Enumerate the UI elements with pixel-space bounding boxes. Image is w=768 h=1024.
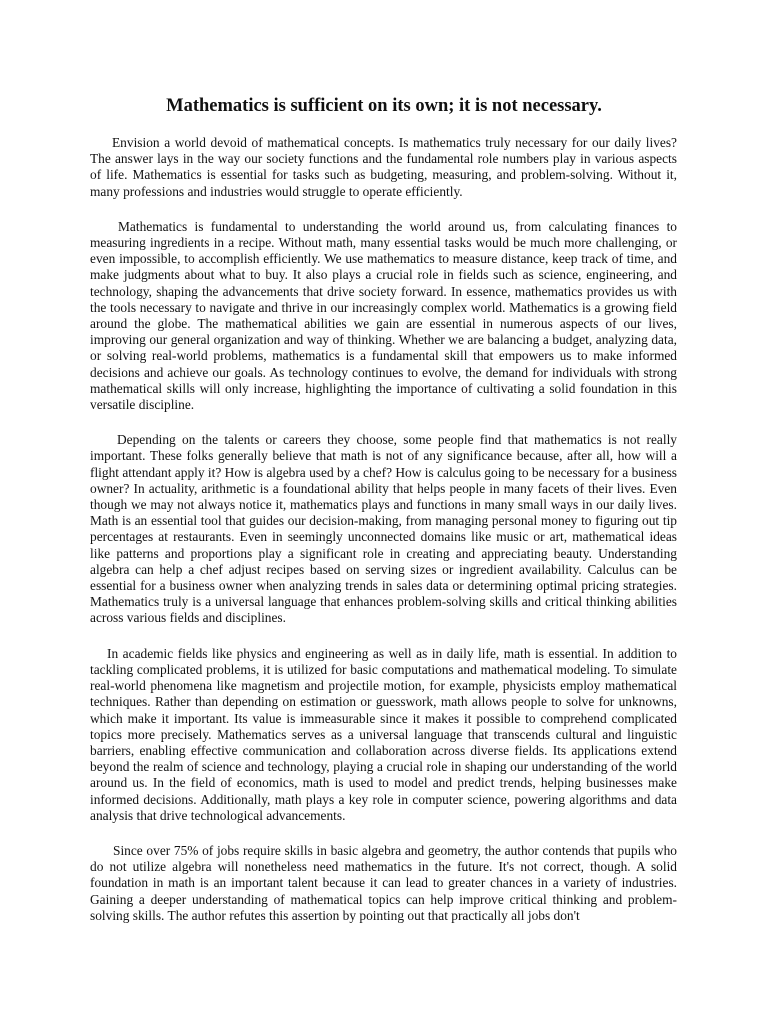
document-body xyxy=(90,135,677,943)
paragraph-4: In academic fields like physics and engineering as well as in daily life, math is essential. In addition to tackling complicated problems, it is utilized for basic computations and mathematical modeling. To simulate real-world phenomena like magnetism and projectile motion, for example, physicists employ mathematical techniques. Rather than depending on estimation or guesswork, math allows people to solve for unknowns, which make it important. Its value is immeasurable since it makes it possible to comprehend complicated topics more precisely. Mathematics serves as a universal language that transcends cultural and linguistic barriers, enabling effective communication and collaboration across diverse fields. Its applications extend beyond the realm of science and technology, playing a crucial role in shaping our understanding of the world around us. In the field of economics, math is used to model and predict trends, helping businesses make informed decisions. Additionally, math plays a key role in computer science, powering algorithms and data analysis that drive technological advancements. xyxy=(90,645,677,823)
paragraph-1: Envision a world devoid of mathematical concepts. Is mathematics truly necessary for our daily lives? The answer lays in the way our society functions and the fundamental role numbers play in various aspects of life. Mathematics is essential for tasks such as budgeting, measuring, and problem-solving. Without it, many professions and industries would struggle to operate efficiently. xyxy=(90,135,677,199)
paragraph-3: Depending on the talents or careers they choose, some people find that mathematics is not really important. These folks generally believe that math is not of any significance because, after all, how will a flight attendant apply it? How is algebra used by a chef? How is calculus going to be necessary for a business owner? In actuality, arithmetic is a foundational ability that helps people in many facets of their lives. Even though we may not always notice it, mathematics plays and functions in many small ways in our daily lives. Math is an essential tool that guides our decision-making, from managing personal money to figuring out tip percentages at restaurants. Even in seemingly unconnected domains like music or art, mathematical ideas like patterns and proportions play a significant role in creating and appreciating beauty. Understanding algebra can help a chef adjust recipes based on serving sizes or ingredient availability. Calculus can be essential for a business owner when analyzing trends in sales data or determining optimal pricing strategies. Mathematics truly is a universal language that enhances problem-solving skills and critical thinking abilities across various fields and disciplines. xyxy=(90,432,677,626)
document-title: Mathematics is sufficient on its own; it is not necessary. xyxy=(166,96,602,116)
paragraph-2: Mathematics is fundamental to understanding the world around us, from calculating finances to measuring ingredients in a recipe. Without math, many essential tasks would be much more challenging, or even impossible, to accomplish efficiently. We use mathematics to measure distance, keep track of time, and make judgments about what to buy. It also plays a crucial role in fields such as science, engineering, and technology, shaping the advancements that drive society forward. In essence, mathematics provides us with the tools necessary to navigate and thrive in our increasingly complex world. Mathematics is a growing field around the globe. The mathematical abilities we gain are essential in numerous aspects of our lives, improving our general organization and way of thinking. Whether we are balancing a budget, analyzing data, or solving real-world problems, mathematics is a fundamental skill that empowers us to make informed decisions and achieve our goals. As technology continues to evolve, the demand for individuals with strong mathematical skills will only increase, highlighting the importance of cultivating a solid foundation in this versatile discipline. xyxy=(90,218,677,413)
paragraph-5: Since over 75% of jobs require skills in basic algebra and geometry, the author contends that pupils who do not utilize algebra will nonetheless need mathematics in the future. It's not correct, though. A solid foundation in math is an important talent because it can lead to greater chances in a variety of industries. Gaining a deeper understanding of mathematical topics can help improve critical thinking and problem-solving skills. The author refutes this assertion by pointing out that practically all jobs don't xyxy=(90,842,677,923)
